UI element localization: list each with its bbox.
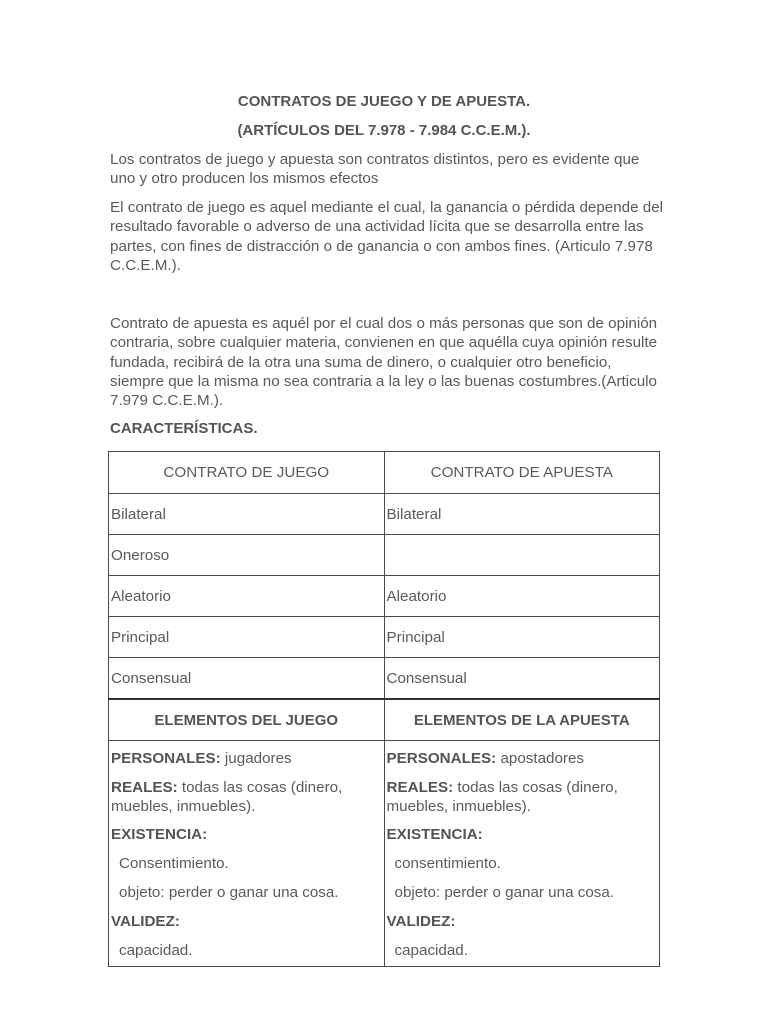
existencia-item: Consentimiento.: [119, 855, 229, 872]
personales-label: PERSONALES:: [386, 750, 497, 767]
paragraph-intro: Los contratos de juego y apuesta son contratos distintos, pero es evidente que uno y otro producen los mismos efectos: [110, 151, 640, 188]
paragraph-apuesta-definition: Contrato de apuesta es aquél por el cual dos o más personas que son de opinión contraria, sobre cualquier materia, convienen en que aquélla cuya opinión resulte fundada, recibirá de la otra una suma de dinero, o cualquier otro beneficio, siempre que la misma no sea contraria a la ley o las buenas costumbres.(Articulo 7.979 C.C.E.M.).: [110, 315, 658, 410]
table-cell: Consensual: [109, 658, 385, 700]
table-header-row: [109, 452, 660, 494]
personales-label: PERSONALES:: [111, 750, 221, 767]
table-row: [109, 576, 660, 617]
validez-label: VALIDEZ:: [111, 913, 180, 930]
reales-value: todas las cosas (dinero, muebles, inmuebles).: [386, 779, 618, 815]
existencia-label: EXISTENCIA:: [111, 826, 208, 843]
paragraph-juego-definition: El contrato de juego es aquel mediante el cual, la ganancia o pérdida depende del resultado favorable o adverso de una actividad lícita que se desarrolla entre las partes, con fines de distracción o de ganancia o con ambos fines. (Articulo 7.978 C.C.E.M.).: [110, 199, 664, 274]
validez-item: capacidad.: [394, 942, 468, 959]
table-cell: Oneroso: [109, 535, 385, 576]
document-title: CONTRATOS DE JUEGO Y DE APUESTA.: [237, 93, 531, 110]
reales-value: todas las cosas (dinero, muebles, inmuebles).: [111, 779, 343, 815]
validez-label: VALIDEZ:: [386, 913, 456, 930]
table-cell: Aleatorio: [109, 576, 385, 617]
document-subtitle: (ARTÍCULOS DEL 7.978 - 7.984 C.C.E.M.).: [237, 122, 531, 139]
table-cell: Bilateral: [384, 494, 659, 535]
existencia-item: consentimiento.: [394, 855, 501, 872]
existencia-item: objeto: perder o ganar una cosa.: [394, 884, 615, 901]
table-cell: Aleatorio: [384, 576, 659, 617]
elements-juego-cell: [109, 741, 385, 967]
table-cell: Principal: [109, 617, 385, 658]
validez-item: capacidad.: [119, 942, 193, 959]
elements-header-row: [109, 699, 660, 741]
section-heading-caracteristicas: CARACTERÍSTICAS.: [110, 420, 258, 437]
elements-apuesta-cell: [384, 741, 659, 967]
reales-label: REALES:: [386, 779, 454, 796]
existencia-item: objeto: perder o ganar una cosa.: [119, 884, 339, 901]
header-contrato-juego: CONTRATO DE JUEGO: [109, 452, 385, 494]
personales-value: apostadores: [496, 750, 585, 767]
elements-row: [109, 741, 660, 967]
header-elementos-juego: ELEMENTOS DEL JUEGO: [109, 699, 385, 741]
header-elementos-apuesta: ELEMENTOS DE LA APUESTA: [384, 699, 659, 741]
table-cell: Bilateral: [109, 494, 385, 535]
table-cell: Consensual: [384, 658, 659, 700]
existencia-label: EXISTENCIA:: [386, 826, 483, 843]
table-row: [109, 494, 660, 535]
personales-value: jugadores: [220, 750, 292, 767]
table-row: [109, 658, 660, 700]
table-cell: Principal: [384, 617, 659, 658]
table-row: [109, 535, 660, 576]
reales-label: REALES:: [111, 779, 178, 796]
characteristics-table: [108, 451, 660, 967]
table-row: [109, 617, 660, 658]
table-cell: [384, 535, 659, 576]
header-contrato-apuesta: CONTRATO DE APUESTA: [384, 452, 659, 494]
